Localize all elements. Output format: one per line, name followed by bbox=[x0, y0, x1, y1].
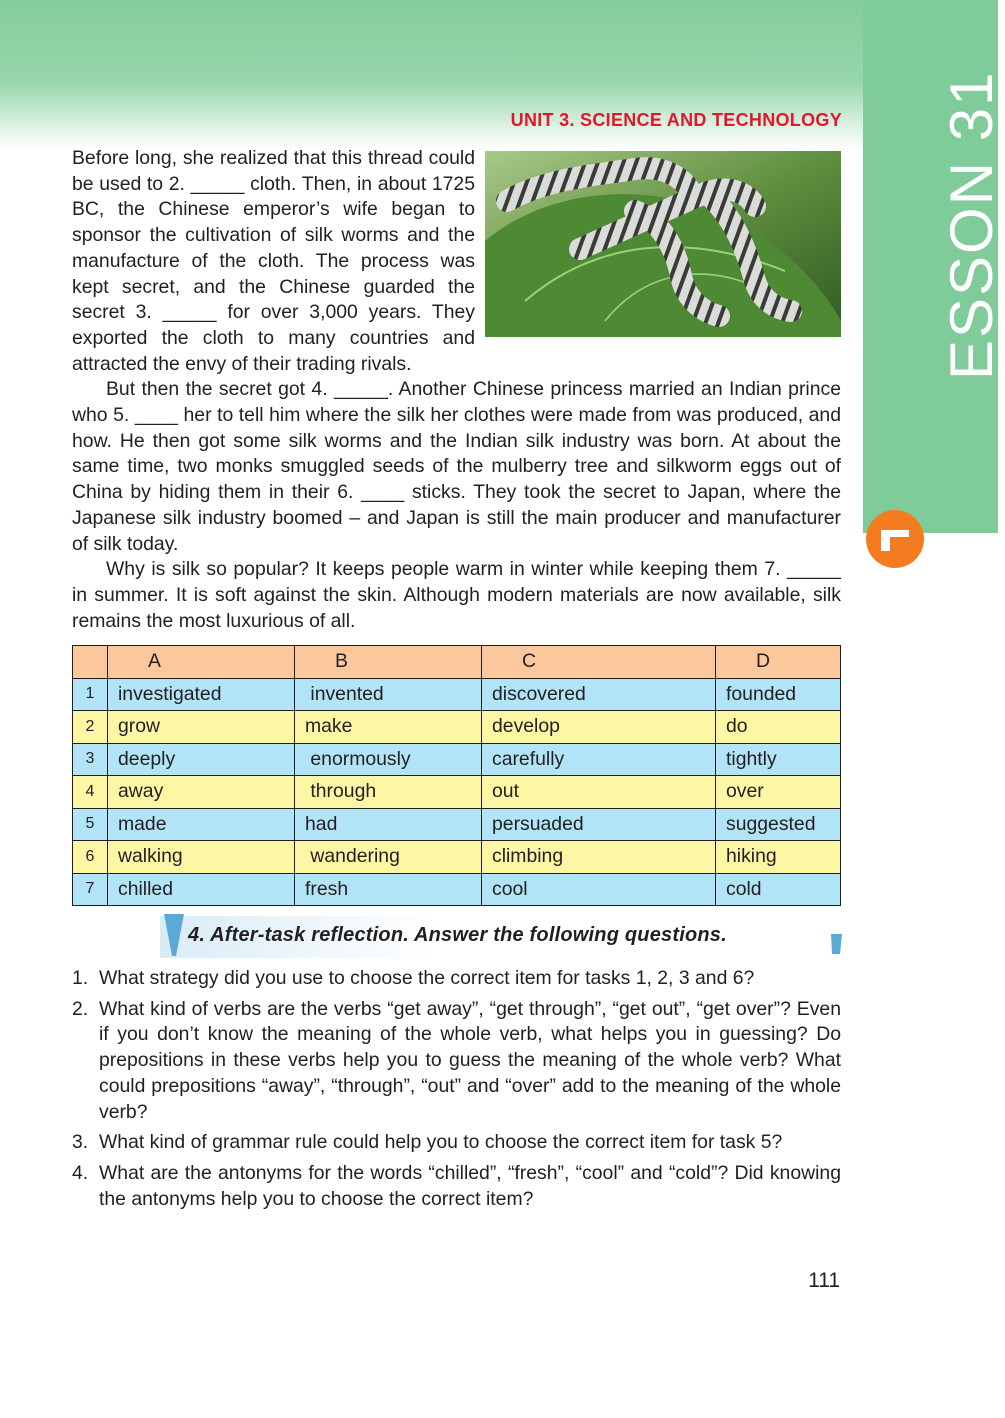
silkworm-photo bbox=[485, 151, 841, 337]
paragraph-3: Why is silk so popular? It keeps people warm in winter while keeping them 7. _____ in summer. It is soft against the skin. Although modern materials are now available, silk remains the most luxurious of all. bbox=[72, 558, 841, 632]
table-cell: 3 bbox=[73, 743, 108, 776]
table-header-cell: D bbox=[716, 646, 841, 679]
question-number: 3. bbox=[72, 1131, 89, 1154]
table-cell: enormously bbox=[295, 743, 482, 776]
table-row bbox=[73, 808, 841, 841]
table-cell: investigated bbox=[108, 678, 295, 711]
list-item bbox=[72, 1161, 841, 1212]
table-cell: do bbox=[716, 711, 841, 744]
table-cell: hiking bbox=[716, 841, 841, 874]
table-cell: made bbox=[108, 808, 295, 841]
task-title: 4. After-task reflection. Answer the following questions. bbox=[188, 924, 727, 946]
question-number: 2. bbox=[72, 997, 89, 1020]
table-header-row bbox=[73, 646, 841, 679]
page-number: 111 bbox=[808, 1269, 840, 1292]
table-cell: climbing bbox=[482, 841, 716, 874]
table-header-cell: B bbox=[295, 646, 482, 679]
table-cell: cool bbox=[482, 873, 716, 906]
table-cell: founded bbox=[716, 678, 841, 711]
table-cell: had bbox=[295, 808, 482, 841]
table-cell: fresh bbox=[295, 873, 482, 906]
table-row bbox=[73, 841, 841, 874]
table-cell: walking bbox=[108, 841, 295, 874]
paragraph-1: Before long, she realized that this thread could be used to 2. _____ cloth. Then, in about 1725 BC, the Chinese emperor’s wife began to sponsor the cultivation of silk worms and the manufacture of the cloth. The process was kept secret, and the Chinese guarded the secret 3. _____ for over 3,000 years. They exported the cloth to many countries and attracted the envy of their trading rivals. bbox=[72, 147, 475, 375]
table-header-cell bbox=[73, 646, 108, 679]
table-cell: over bbox=[716, 776, 841, 809]
unit-title: UNIT 3. SCIENCE AND TECHNOLOGY bbox=[510, 110, 842, 130]
question-text: What kind of verbs are the verbs “get away”, “get through”, “get out”, “get over”? Even if you don’t know the meaning of the whole verb, what helps you in guessing? Do prepositions in these verbs help you to guess the meaning of the whole verb? What could prepositions “away”, “through”, “out” and “over” add to the meaning of the whole verb? bbox=[99, 997, 841, 1123]
table-cell: grow bbox=[108, 711, 295, 744]
table-cell: away bbox=[108, 776, 295, 809]
question-number: 1. bbox=[72, 967, 89, 989]
paragraph-2: But then the secret got 4. _____. Another Chinese princess married an Indian prince who 5. ____ her to tell him where the silk her clothes were made from was produced, and how. He then got some silk worms and the Indian silk industry was born. At about the same time, two monks smuggled seeds of the mulberry tree and silkworm eggs out of China by hiding them in their 6. ____ sticks. They took the secret to Japan, where the Japanese silk industry boomed – and Japan is still the main producer and manufacturer of silk today. bbox=[72, 378, 841, 555]
table-cell: develop bbox=[482, 711, 716, 744]
table-cell: 4 bbox=[73, 776, 108, 809]
table-header-cell: C bbox=[482, 646, 716, 679]
reflection-questions bbox=[72, 966, 841, 1217]
table-row bbox=[73, 711, 841, 744]
table-row bbox=[73, 743, 841, 776]
table-header-cell: A bbox=[108, 646, 295, 679]
question-number: 4. bbox=[72, 1161, 89, 1184]
question-text: What kind of grammar rule could help you to choose the correct item for task 5? bbox=[99, 1131, 783, 1154]
table-row bbox=[73, 776, 841, 809]
reading-text bbox=[72, 146, 841, 634]
lesson-label: ESSON 31 bbox=[938, 70, 1005, 380]
table-cell: 6 bbox=[73, 841, 108, 874]
list-item bbox=[72, 997, 841, 1126]
table-cell: wandering bbox=[295, 841, 482, 874]
table-cell: chilled bbox=[108, 873, 295, 906]
table-cell: discovered bbox=[482, 678, 716, 711]
table-cell: make bbox=[295, 711, 482, 744]
table-cell: 7 bbox=[73, 873, 108, 906]
table-cell: 5 bbox=[73, 808, 108, 841]
question-text: What strategy did you use to choose the correct item for tasks 1, 2, 3 and 6? bbox=[99, 967, 755, 989]
table-row bbox=[73, 678, 841, 711]
table-cell: 1 bbox=[73, 678, 108, 711]
table-cell: tightly bbox=[716, 743, 841, 776]
table-cell: through bbox=[295, 776, 482, 809]
table-cell: suggested bbox=[716, 808, 841, 841]
table-cell: deeply bbox=[108, 743, 295, 776]
table-cell: cold bbox=[716, 873, 841, 906]
list-item bbox=[72, 1130, 841, 1156]
lesson-initial-letter bbox=[878, 523, 912, 557]
table-cell: carefully bbox=[482, 743, 716, 776]
table-cell: invented bbox=[295, 678, 482, 711]
table-cell: out bbox=[482, 776, 716, 809]
table-cell: persuaded bbox=[482, 808, 716, 841]
table-cell: 2 bbox=[73, 711, 108, 744]
table-row bbox=[73, 873, 841, 906]
question-text: What are the antonyms for the words “chilled”, “fresh”, “cool” and “cold”? Did knowing the antonyms help you to choose the correct item? bbox=[99, 1161, 841, 1210]
answer-choices-table bbox=[72, 645, 841, 906]
list-item bbox=[72, 966, 841, 992]
